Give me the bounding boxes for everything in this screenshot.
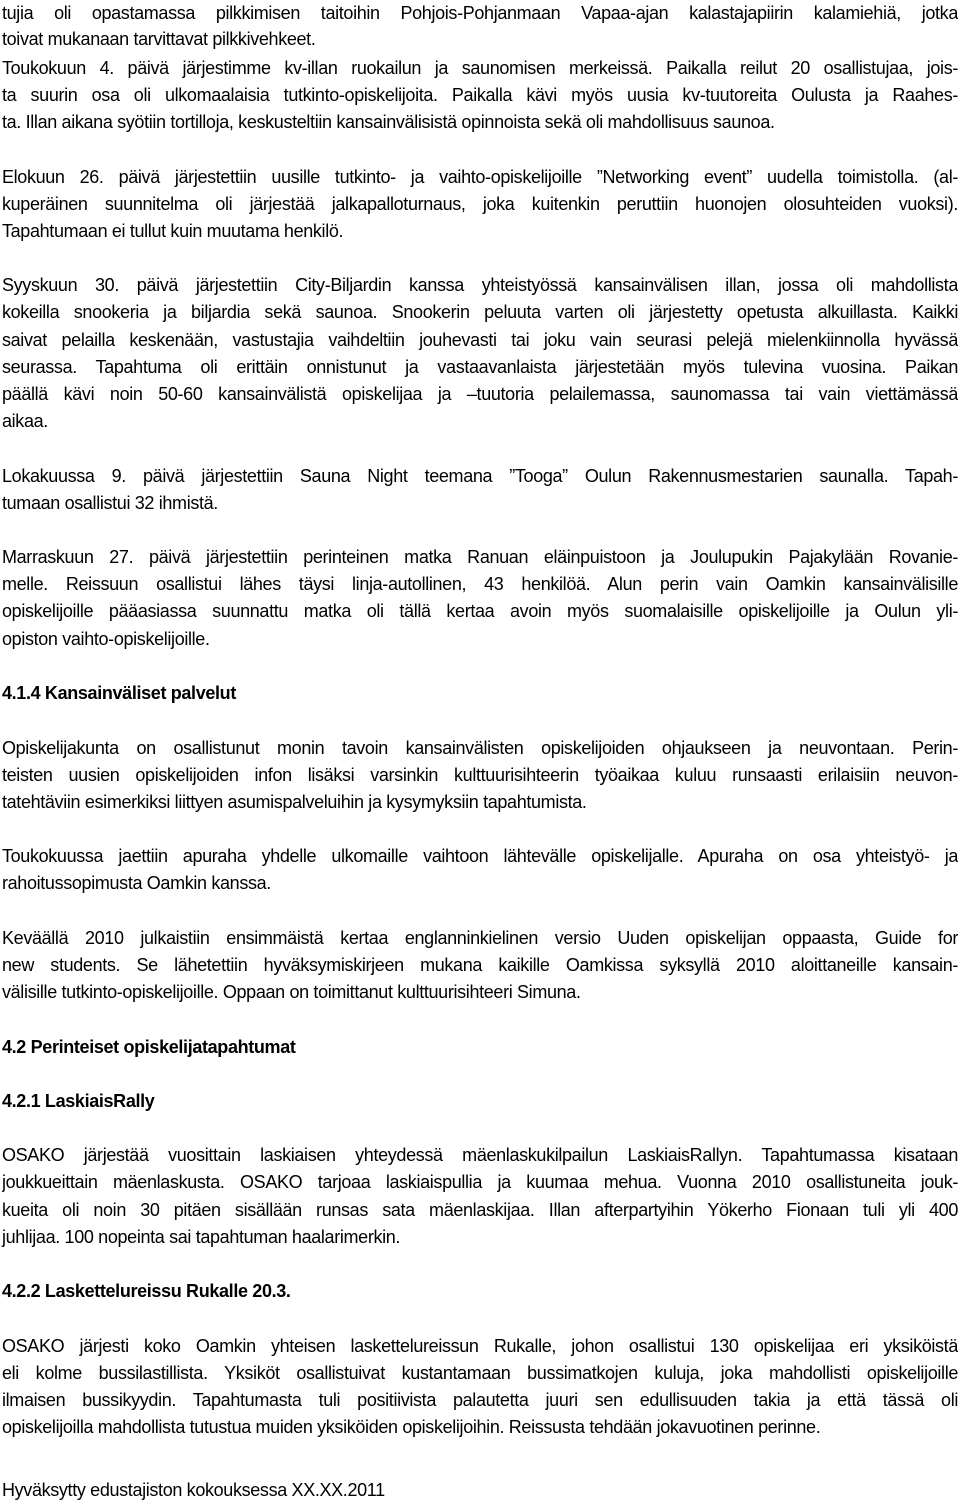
text-line: new students. Se lähetettiin hyväksymiskirjeen mukana kaikille Oamkissa syksyllä 2010 aloittaneille kansain- [2, 955, 958, 975]
section-heading: 4.1.4 Kansainväliset palvelut [2, 683, 236, 703]
text-line: Syyskuun 30. päivä järjestettiin City-Biljardin kanssa yhteistyössä kansainvälisen illan, jossa oli mahdollista [2, 275, 958, 295]
text-line: opiston vaihto-opiskelijoille. [2, 629, 210, 649]
text-line: ta. Illan aikana syötiin tortilloja, keskusteltiin kansainvälisistä opinnoista sekä oli mahdollisuus saunoa. [2, 112, 775, 132]
text-line: tumaan osallistui 32 ihmistä. [2, 493, 218, 513]
text-line: Lokakuussa 9. päivä järjestettiin Sauna Night teemana ”Tooga” Oulun Rakennusmestarien saunalla. Tapah- [2, 466, 958, 486]
text-line: seurassa. Tapahtuma oli erittäin onnistunut ja vastaavanlaista järjestetään myös tulevina vuosina. Paikan [2, 357, 958, 377]
text-line: kokeilla snookeria ja biljardia sekä saunoa. Snookerin peluuta varten oli järjestetty opetusta alkuillasta. Kaikki [2, 302, 958, 322]
text-line: Toukokuun 4. päivä järjestimme kv-illan ruokailun ja saunomisen merkeissä. Paikalla reilut 20 osallistujaa, jois- [2, 58, 958, 78]
approval-note: Hyväksytty edustajiston kokouksessa XX.XX.2011 [2, 1480, 385, 1500]
subsection-heading: 4.2.2 Laskettelureissu Rukalle 20.3. [2, 1281, 291, 1301]
text-line: päällä kävi noin 50-60 kansainvälistä opiskelijaa ja –tuutoria pelailemassa, saunomassa tai vain viettämässä [2, 384, 958, 404]
text-line: kueita oli noin 30 pitäen sisällään runsas sata mäenlaskijaa. Illan afterpartyihin Yökerho Fionaan tuli yli 400 [2, 1200, 958, 1220]
text-line: eli kolme bussilastillista. Yksiköt osallistuivat kustantamaan bussimatkojen kuluja, joka mahdollisti opiskelijoille [2, 1363, 958, 1383]
text-line: teisten uusien opiskelijoiden infon lisäksi varsinkin kulttuurisihteerin työaikaa kuluu runsaasti erilaisiin neuvon- [2, 765, 958, 785]
text-line: Toukokuussa jaettiin apuraha yhdelle ulkomaille vaihtoon lähtevälle opiskelijalle. Apuraha on osa yhteistyö- ja [2, 846, 958, 866]
text-line: opiskelijoilla mahdollista tutustua muiden yksiköiden opiskelijoihin. Reissusta tehdään jokavuotinen perinne. [2, 1417, 821, 1437]
text-line: kuperäinen suunnitelma oli järjestää jalkapalloturnaus, joka kuitenkin peruttiin huonojen olosuhteiden vuoksi). [2, 194, 958, 214]
text-line: Marraskuun 27. päivä järjestettiin perinteinen matka Ranuan eläinpuistoon ja Joulupukin Pajakylään Rovanie- [2, 547, 958, 567]
text-line: välisille tutkinto-opiskelijoille. Oppaan on toimittanut kulttuurisihteeri Simuna. [2, 982, 581, 1002]
text-line: aikaa. [2, 411, 48, 431]
text-line: tatehtäviin esimerkiksi liittyen asumispalveluihin ja kysymyksiin tapahtumista. [2, 792, 587, 812]
text-line: tujia oli opastamassa pilkkimisen taitoihin Pohjois-Pohjanmaan Vapaa-ajan kalastajapiirin kalamiehiä, jotka [2, 3, 958, 23]
text-line: juhlijaa. 100 nopeinta sai tapahtuman haalarimerkin. [2, 1227, 401, 1247]
text-line: OSAKO järjesti koko Oamkin yhteisen laskettelureissun Rukalle, johon osallistui 130 opiskelijaa eri yksiköistä [2, 1336, 958, 1356]
text-line: rahoitussopimusta Oamkin kanssa. [2, 873, 271, 893]
text-line: ilmaisen bussikyydin. Tapahtumasta tuli positiivista palautetta juuri sen edullisuuden takia ja että tässä oli [2, 1390, 958, 1410]
text-line: opiskelijoille pääasiassa suunnattu matka oli tällä kertaa avoin myös suomalaisille opiskelijoille ja Oulun yli- [2, 601, 958, 621]
text-line: Opiskelijakunta on osallistunut monin tavoin kansainvälisten opiskelijoiden ohjaukseen ja neuvontaan. Perin- [2, 738, 958, 758]
text-line: saivat pelailla keskenään, vastustajia vaihdeltiin jouhevasti tai joku vain seurasi pelejä mielenkiinnolla hyvässä [2, 330, 958, 350]
text-line: melle. Reissuun osallistui lähes täysi linja-autollinen, 43 henkilöä. Alun perin vain Oamkin kansainvälisille [2, 574, 958, 594]
text-line: Elokuun 26. päivä järjestettiin uusille tutkinto- ja vaihto-opiskelijoille ”Networking event” uudella toimistolla. (al- [2, 167, 958, 187]
text-line: ta suurin osa oli ulkomaalaisia tutkinto-opiskelijoita. Paikalla kävi myös uusia kv-tuutoreita Oulusta ja Raahes- [2, 85, 958, 105]
text-line: Keväällä 2010 julkaistiin ensimmäistä kertaa englanninkielinen versio Uuden opiskelijan oppaasta, Guide for [2, 928, 958, 948]
section-heading: 4.2 Perinteiset opiskelijatapahtumat [2, 1037, 296, 1057]
text-line: Tapahtumaan ei tullut kuin muutama henkilö. [2, 221, 344, 241]
text-line: joukkueittain mäenlaskusta. OSAKO tarjoaa laskiaispullia ja kuumaa mehua. Vuonna 2010 osallistuneita jouk- [2, 1172, 958, 1192]
subsection-heading: 4.2.1 LaskiaisRally [2, 1091, 155, 1111]
text-line: OSAKO järjestää vuosittain laskiaisen yhteydessä mäenlaskukilpailun LaskiaisRallyn. Tapahtumassa kisataan [2, 1145, 958, 1165]
text-line: toivat mukanaan tarvittavat pilkkivehkeet. [2, 29, 316, 49]
